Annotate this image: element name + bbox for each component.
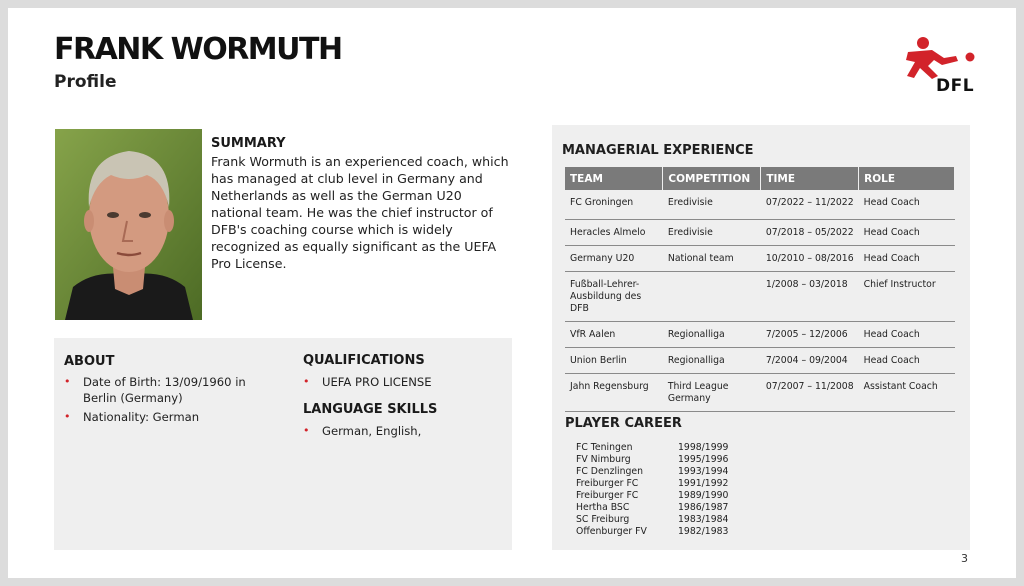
table-cell: 07/2018 – 05/2022 — [761, 219, 859, 245]
season: 1993/1994 — [678, 466, 729, 477]
qualifications-heading: QUALIFICATIONS — [303, 353, 425, 368]
list-item — [576, 442, 728, 454]
list-item: • German, English, — [303, 424, 422, 438]
table-row — [565, 219, 955, 245]
player-career-heading: PLAYER CAREER — [565, 416, 682, 431]
table-cell: Assistant Coach — [859, 373, 955, 411]
season: 1989/1990 — [678, 490, 729, 501]
club-name: Freiburger FC — [576, 478, 639, 489]
table-header-row — [565, 167, 955, 190]
list-item — [576, 502, 728, 514]
list-item — [576, 454, 728, 466]
summary-heading: SUMMARY — [211, 136, 286, 151]
table-cell: Head Coach — [859, 245, 955, 271]
qualifications-list — [303, 374, 503, 393]
table-cell: Eredivisie — [663, 219, 761, 245]
table-cell: 10/2010 – 08/2016 — [761, 245, 859, 271]
table-cell: Fußball-Lehrer-Ausbildung des DFB — [565, 271, 663, 321]
table-cell: Eredivisie — [663, 190, 761, 219]
list-item — [576, 490, 728, 502]
table-cell: Head Coach — [859, 219, 955, 245]
club-name: Hertha BSC — [576, 502, 630, 513]
managerial-table — [565, 167, 955, 412]
language-list — [303, 423, 503, 442]
table-cell: Union Berlin — [565, 347, 663, 373]
table-cell: FC Groningen — [565, 190, 663, 219]
club-name: FC Teningen — [576, 442, 633, 453]
table-cell: Jahn Regensburg — [565, 373, 663, 411]
table-cell — [663, 271, 761, 321]
club-name: Offenburger FV — [576, 526, 647, 537]
slide — [8, 8, 1016, 578]
dfl-logo-text: DFL — [936, 76, 975, 96]
season: 1991/1992 — [678, 478, 729, 489]
table-cell: 7/2005 – 12/2006 — [761, 321, 859, 347]
column-header: TIME — [761, 167, 859, 190]
table-cell: National team — [663, 245, 761, 271]
table-row — [565, 347, 955, 373]
coach-photo — [55, 129, 202, 320]
dfl-logo — [898, 36, 978, 100]
table-row — [565, 321, 955, 347]
table-cell: Third League Germany — [663, 373, 761, 411]
list-item: • Date of Birth: 13/09/1960 in Berlin (Germany) — [64, 375, 246, 405]
column-header: TEAM — [565, 167, 663, 190]
table-row — [565, 373, 955, 411]
table-cell: Chief Instructor — [859, 271, 955, 321]
player-career-list — [576, 442, 728, 538]
club-name: FC Denzlingen — [576, 466, 644, 477]
list-item — [576, 526, 728, 538]
bullet-icon: • — [64, 375, 71, 388]
table-cell: VfR Aalen — [565, 321, 663, 347]
list-item — [576, 478, 728, 490]
about-list — [64, 374, 264, 428]
summary-text: Frank Wormuth is an experienced coach, which has managed at club level in Germany and Netherlands as well as the German U20 national team. He was the chief instructor of DFB's coaching course which is widely recognized as equally significant as the UEFA Pro License. — [211, 154, 509, 271]
table-cell: Heracles Almelo — [565, 219, 663, 245]
dfl-player-logo-icon — [898, 36, 978, 80]
table-cell: Head Coach — [859, 347, 955, 373]
table-row — [565, 271, 955, 321]
list-item — [576, 514, 728, 526]
bullet-icon: • — [64, 410, 71, 423]
table-cell: Regionalliga — [663, 347, 761, 373]
table-cell: Head Coach — [859, 321, 955, 347]
table-cell: 1/2008 – 03/2018 — [761, 271, 859, 321]
season: 1986/1987 — [678, 502, 729, 513]
column-header: ROLE — [859, 167, 955, 190]
club-name: SC Freiburg — [576, 514, 630, 525]
table-cell: Head Coach — [859, 190, 955, 219]
table-row — [565, 190, 955, 219]
column-header: COMPETITION — [663, 167, 761, 190]
list-item: • UEFA PRO LICENSE — [303, 375, 432, 389]
about-panel — [54, 338, 512, 550]
language-skills-heading: LANGUAGE SKILLS — [303, 402, 438, 417]
club-name: FV Nimburg — [576, 454, 631, 465]
bullet-icon: • — [303, 375, 310, 388]
table-row — [565, 245, 955, 271]
list-item: • Nationality: German — [64, 410, 200, 424]
season: 1998/1999 — [678, 442, 729, 453]
table-cell: 7/2004 – 09/2004 — [761, 347, 859, 373]
table-cell: 07/2022 – 11/2022 — [761, 190, 859, 219]
table-cell: 07/2007 – 11/2008 — [761, 373, 859, 411]
table-cell: Germany U20 — [565, 245, 663, 271]
season: 1995/1996 — [678, 454, 729, 465]
about-heading: ABOUT — [64, 354, 115, 369]
managerial-heading: MANAGERIAL EXPERIENCE — [562, 143, 754, 158]
table-cell: Regionalliga — [663, 321, 761, 347]
season: 1982/1983 — [678, 526, 729, 537]
bullet-icon: • — [303, 424, 310, 437]
page-number: 3 — [961, 552, 968, 565]
club-name: Freiburger FC — [576, 490, 639, 501]
list-item — [576, 466, 728, 478]
season: 1983/1984 — [678, 514, 729, 525]
page-subtitle: Profile — [54, 72, 117, 92]
experience-panel — [552, 125, 970, 550]
page-title: FRANK WORMUTH — [54, 32, 342, 67]
